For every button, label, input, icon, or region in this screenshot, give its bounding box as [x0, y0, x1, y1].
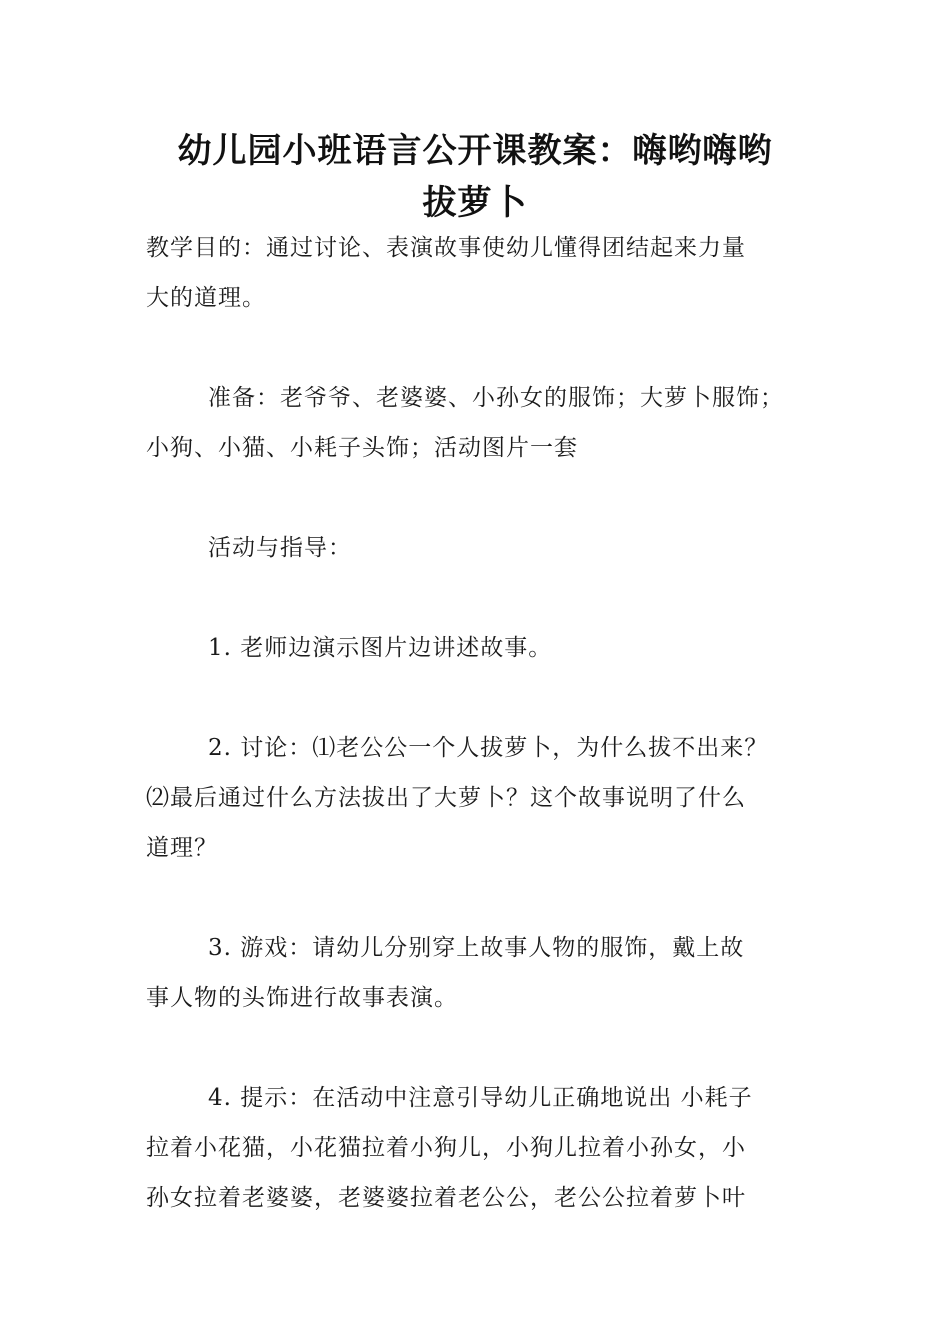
- paragraph-teaching-goal: [146, 223, 826, 323]
- paragraph-line: 1. 老师边演示图片边讲述故事。: [208, 635, 553, 661]
- paragraph-line: 2. 讨论：⑴老公公一个人拔萝卜，为什么拔不出来？: [208, 735, 769, 761]
- paragraph-line: ⑵最后通过什么方法拔出了大萝卜？这个故事说明了什么: [146, 785, 746, 811]
- paragraph-preparation: [146, 373, 826, 473]
- paragraph-step-1: [146, 623, 826, 673]
- paragraph-step-4: [146, 1073, 826, 1223]
- paragraph-line: 准备：老爷爷、老婆婆、小孙女的服饰；大萝卜服饰；: [208, 385, 784, 411]
- paragraph-line: 活动与指导：: [208, 535, 352, 561]
- paragraph-line: 4. 提示：在活动中注意引导幼儿正确地说出 小耗子: [208, 1085, 753, 1111]
- paragraph-line: 大的道理。: [146, 285, 266, 311]
- paragraph-line: 事人物的头饰进行故事表演。: [146, 985, 458, 1011]
- paragraph-line: 小狗、小猫、小耗子头饰；活动图片一套: [146, 435, 578, 461]
- paragraph-activity-heading: [146, 523, 826, 573]
- paragraph-line: 孙女拉着老婆婆，老婆婆拉着老公公，老公公拉着萝卜叶: [146, 1185, 746, 1211]
- paragraph-step-2: [146, 723, 826, 873]
- paragraph-line: 拉着小花猫，小花猫拉着小狗儿，小狗儿拉着小孙女，小: [146, 1135, 746, 1161]
- paragraph-step-3: [146, 923, 826, 1023]
- paragraph-line: 3. 游戏：请幼儿分别穿上故事人物的服饰，戴上故: [208, 935, 745, 961]
- paragraph-line: 道理？: [146, 835, 218, 861]
- page-title: 幼儿园小班语言公开课教案：嗨哟嗨哟: [177, 131, 773, 171]
- paragraph-line: 教学目的：通过讨论、表演故事使幼儿懂得团结起来力量: [146, 235, 746, 261]
- page-title-continued: 拔萝卜: [422, 183, 528, 223]
